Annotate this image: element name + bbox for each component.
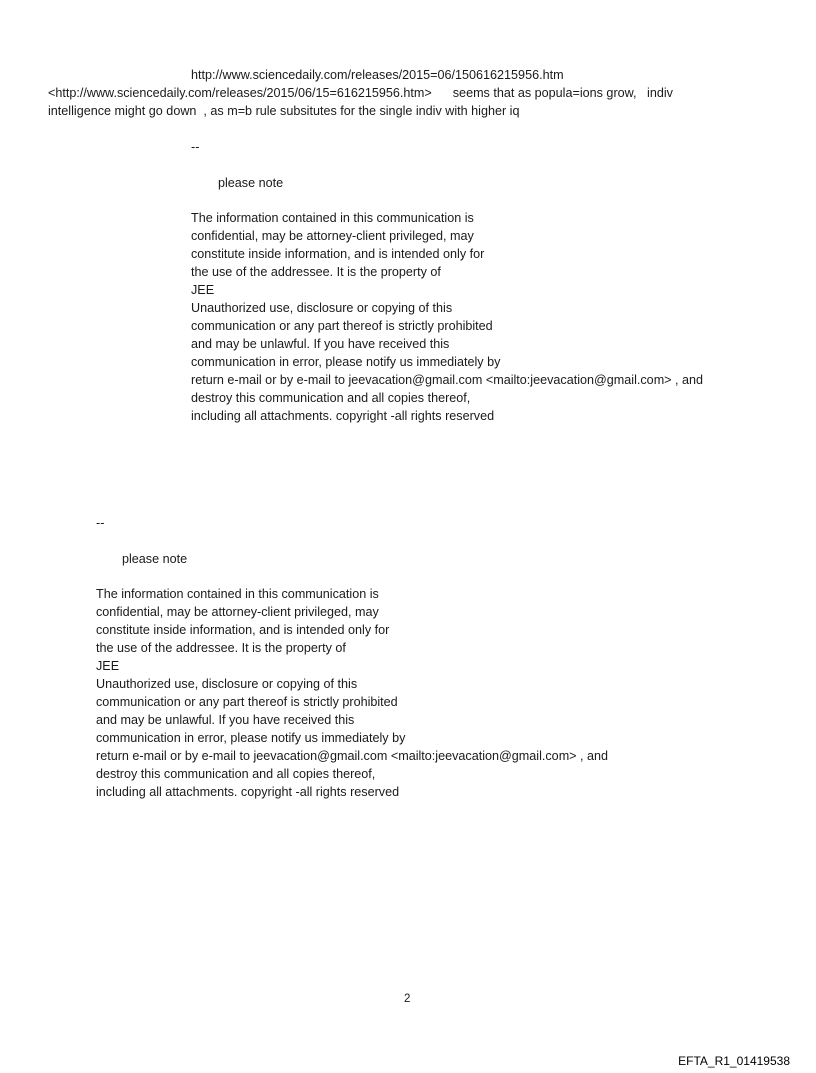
notice-line: communication or any part thereof is strictly prohibited bbox=[96, 695, 398, 709]
notice-line: including all attachments. copyright -all rights reserved bbox=[191, 409, 495, 423]
notice-line: the use of the addressee. It is the property of bbox=[96, 641, 346, 655]
comment-line: intelligence might go down , as m=b rule subsitutes for the single indiv with higher iq bbox=[48, 104, 520, 118]
notice-line: confidential, may be attorney-client privileged, may bbox=[96, 605, 379, 619]
notice-line: communication in error, please notify us immediately by bbox=[191, 355, 501, 369]
notice-line: The information contained in this communication is bbox=[191, 211, 474, 225]
notice-line: constitute inside information, and is intended only for bbox=[96, 623, 390, 637]
notice-line: return e-mail or by e-mail to jeevacation@gmail.com <mailto:jeevacation@gmail.com> , and bbox=[191, 373, 704, 387]
article-url-line: http://www.sciencedaily.com/releases/2015=06/150616215956.htm bbox=[191, 68, 564, 82]
notice-line: destroy this communication and all copies thereof, bbox=[96, 767, 376, 781]
article-url-angle-line: <http://www.sciencedaily.com/releases/2015/06/15=616215956.htm> seems that as popula=ions grow, indiv bbox=[48, 86, 673, 100]
notice-line: constitute inside information, and is intended only for bbox=[191, 247, 485, 261]
notice-line: the use of the addressee. It is the property of bbox=[191, 265, 441, 279]
confidentiality-notice bbox=[96, 585, 608, 801]
notice-line: including all attachments. copyright -all rights reserved bbox=[96, 785, 400, 799]
signature-separator: -- bbox=[96, 516, 105, 530]
notice-line: JEE bbox=[191, 283, 215, 297]
notice-line: Unauthorized use, disclosure or copying of this bbox=[96, 677, 358, 691]
confidentiality-notice bbox=[191, 209, 703, 425]
notice-line: communication in error, please notify us immediately by bbox=[96, 731, 406, 745]
notice-line: and may be unlawful. If you have received this bbox=[96, 713, 355, 727]
notice-line: confidential, may be attorney-client privileged, may bbox=[191, 229, 474, 243]
notice-line: JEE bbox=[96, 659, 120, 673]
signature-heading: please note bbox=[218, 176, 284, 190]
notice-line: return e-mail or by e-mail to jeevacation@gmail.com <mailto:jeevacation@gmail.com> , and bbox=[96, 749, 609, 763]
notice-line: communication or any part thereof is strictly prohibited bbox=[191, 319, 493, 333]
signature-heading: please note bbox=[122, 552, 188, 566]
page-number: 2 bbox=[404, 993, 411, 1005]
document-id: EFTA_R1_01419538 bbox=[678, 1054, 790, 1068]
notice-line: destroy this communication and all copies thereof, bbox=[191, 391, 471, 405]
notice-line: The information contained in this communication is bbox=[96, 587, 379, 601]
signature-separator: -- bbox=[191, 140, 200, 154]
notice-line: Unauthorized use, disclosure or copying of this bbox=[191, 301, 453, 315]
notice-line: and may be unlawful. If you have received this bbox=[191, 337, 450, 351]
